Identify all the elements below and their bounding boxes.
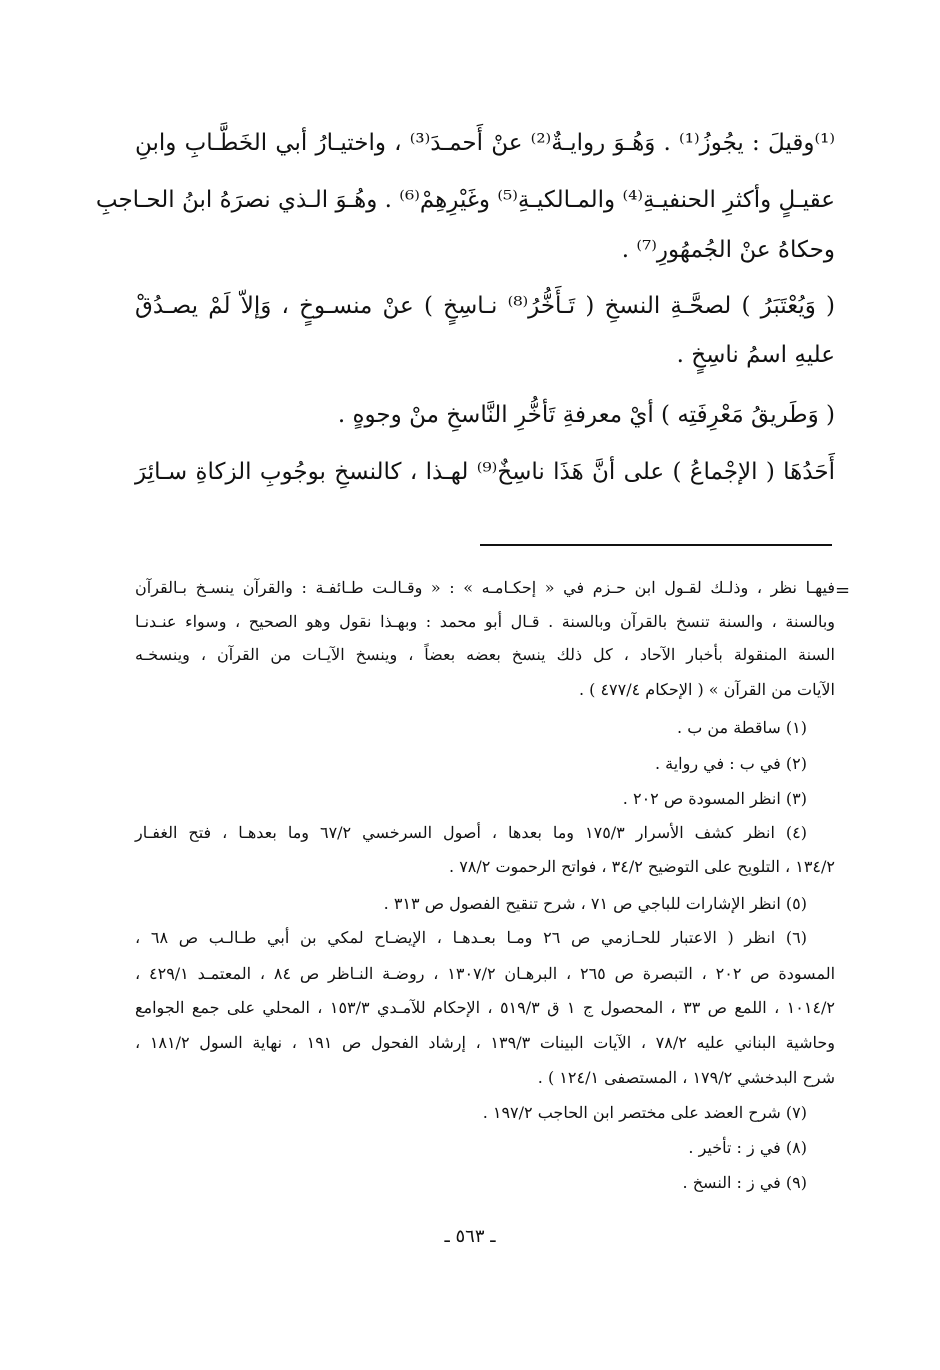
main-line-3: وحكاهُ عنْ الجُمهُورِ⁽⁷⁾ . xyxy=(621,237,835,263)
footnote-4-cont: ١٣٤/٢ ، التلويح على التوضيح ٣٤/٢ ، فواتح الرحموت ٧٨/٢ . xyxy=(449,857,835,876)
footnote-9: (٩) في ز : النسخ . xyxy=(682,1173,807,1192)
main-line-6: ( وَطَريقُ مَعْرِفَتِه ) أيْ معرفةِ تَأخُّرِ النَّاسخِ منْ وجوهٍ . xyxy=(337,402,835,428)
footnote-separator xyxy=(480,544,832,546)
main-line-1: ⁽¹⁾وقيلَ : يجُوزُ⁽¹⁾ . وَهُـوَ روايـةٌ⁽²⁾ عنْ أَحمـدَ⁽³⁾ ، واختيـارُ أبي الخَطَّـابِ وابنِ xyxy=(135,130,835,156)
page-number: ـ ٥٦٣ ـ xyxy=(444,1226,496,1247)
footnote-6-cont: ١٠١٤/٢ ، اللمع ص ٣٣ ، المحصول ج ١ ق ٥١٩/٣ ، الإحكام للآمـدي ١٥٣/٣ ، المحلي على جمع الجوامع xyxy=(135,998,836,1017)
footnote-8: (٨) في ز : تأخير . xyxy=(688,1138,807,1157)
footnote-5: (٥) انظر الإشارات للباجي ص ٧١ ، شرح تنقيح الفصول ص ٣١٣ . xyxy=(383,894,807,913)
main-line-5: عليهِ اسمُ ناسِخٍ . xyxy=(676,342,835,368)
footnote-continued-line: الآيات من القرآن » ( الإحكام ٤٧٧/٤ ) . xyxy=(578,680,835,699)
footnote-3: (٣) انظر المسودة ص ٢٠٢ . xyxy=(622,789,807,808)
footnote-6-cont: المسودة ص ٢٠٢ ، التبصرة ص ٢٦٥ ، البرهـان ١٣٠٧/٢ ، روضـة النـاظر ص ٨٤ ، المعتمـد ٤٢٩/١ ، xyxy=(135,964,836,983)
footnote-continued-line: وبالسنة ، والسنة تنسخ بالقرآن وبالسنة . قـال أبو محمد : وبهـذا نقول وهو الصحيح ، وسواء عنـدنـا xyxy=(135,612,835,631)
footnote-continued-line: السنة المنقولة بأخبار الآحاد ، كل ذلك ينسخ بعضه بعضاً ، وينسخ الآيـات من القرآن ، وينسخـه xyxy=(135,645,835,664)
footnote-7: (٧) شرح العضد على مختصر ابن الحاجب ١٩٧/٢ . xyxy=(482,1103,807,1122)
continuation-mark: = xyxy=(835,580,851,601)
footnote-1: (١) ساقطة من ب . xyxy=(677,718,807,737)
footnote-4: (٤) انظر كشف الأسرار ١٧٥/٣ وما بعدها ، أصول السرخسي ٦٧/٢ وما بعدهـا ، فتح الغفـار xyxy=(135,823,807,842)
footnote-continued-line: فيهـا نظر ، وذلـك لقـول ابن حـزم في « إحكـامـه » : « وقـالـت طـائفـة : والقرآن ينسـخ بـالقرآن xyxy=(135,578,835,597)
main-line-4: ( وَيُعْتَبَرُ ) لصحَّـةِ النسخِ ( تَـأَخُّرُ⁽⁸⁾ نـاسِخٍ ) عنْ منسـوخٍ ، وَإلاّ لَمْ يصـدُقْ xyxy=(135,293,835,319)
footnote-6-cont: وحاشية البناني عليه ٧٨/٢ ، الآيات البينات ١٣٩/٣ ، إرشاد الفحول ص ١٩١ ، نهاية السول ١٨١/٢ ، xyxy=(135,1033,836,1052)
main-line-7: أَحَدُهَا ( الإجْماعُ ) على أنَّ هَذَا ناسِخٌ⁽⁹⁾ لهـذا ، كالنسخِ بوجُوبِ الزكاةِ سـائِرَ xyxy=(135,459,835,485)
footnote-6: (٦) انظر ( الاعتبار للحـازمي ص ٢٦ ومـا بعـدهـا ، الإيضـاح لمكي بن أبي طـالـب ص ٦٨ ، xyxy=(135,928,808,947)
footnote-6-cont: شرح البدخشي ١٧٩/٢ ، المستصفى ١٢٤/١ ) . xyxy=(537,1068,835,1087)
footnote-2: (٢) في ب : في رواية . xyxy=(654,754,807,773)
main-line-2: عقيـلٍ وأكثرِ الحنفيـةِ⁽⁴⁾ والمـالكيـةِ⁽⁵⁾ وغَيْرِهِمْ⁽⁶⁾ . وهُـوَ الـذي نصرَهُ ابنُ الحـاجبِ xyxy=(95,187,835,213)
